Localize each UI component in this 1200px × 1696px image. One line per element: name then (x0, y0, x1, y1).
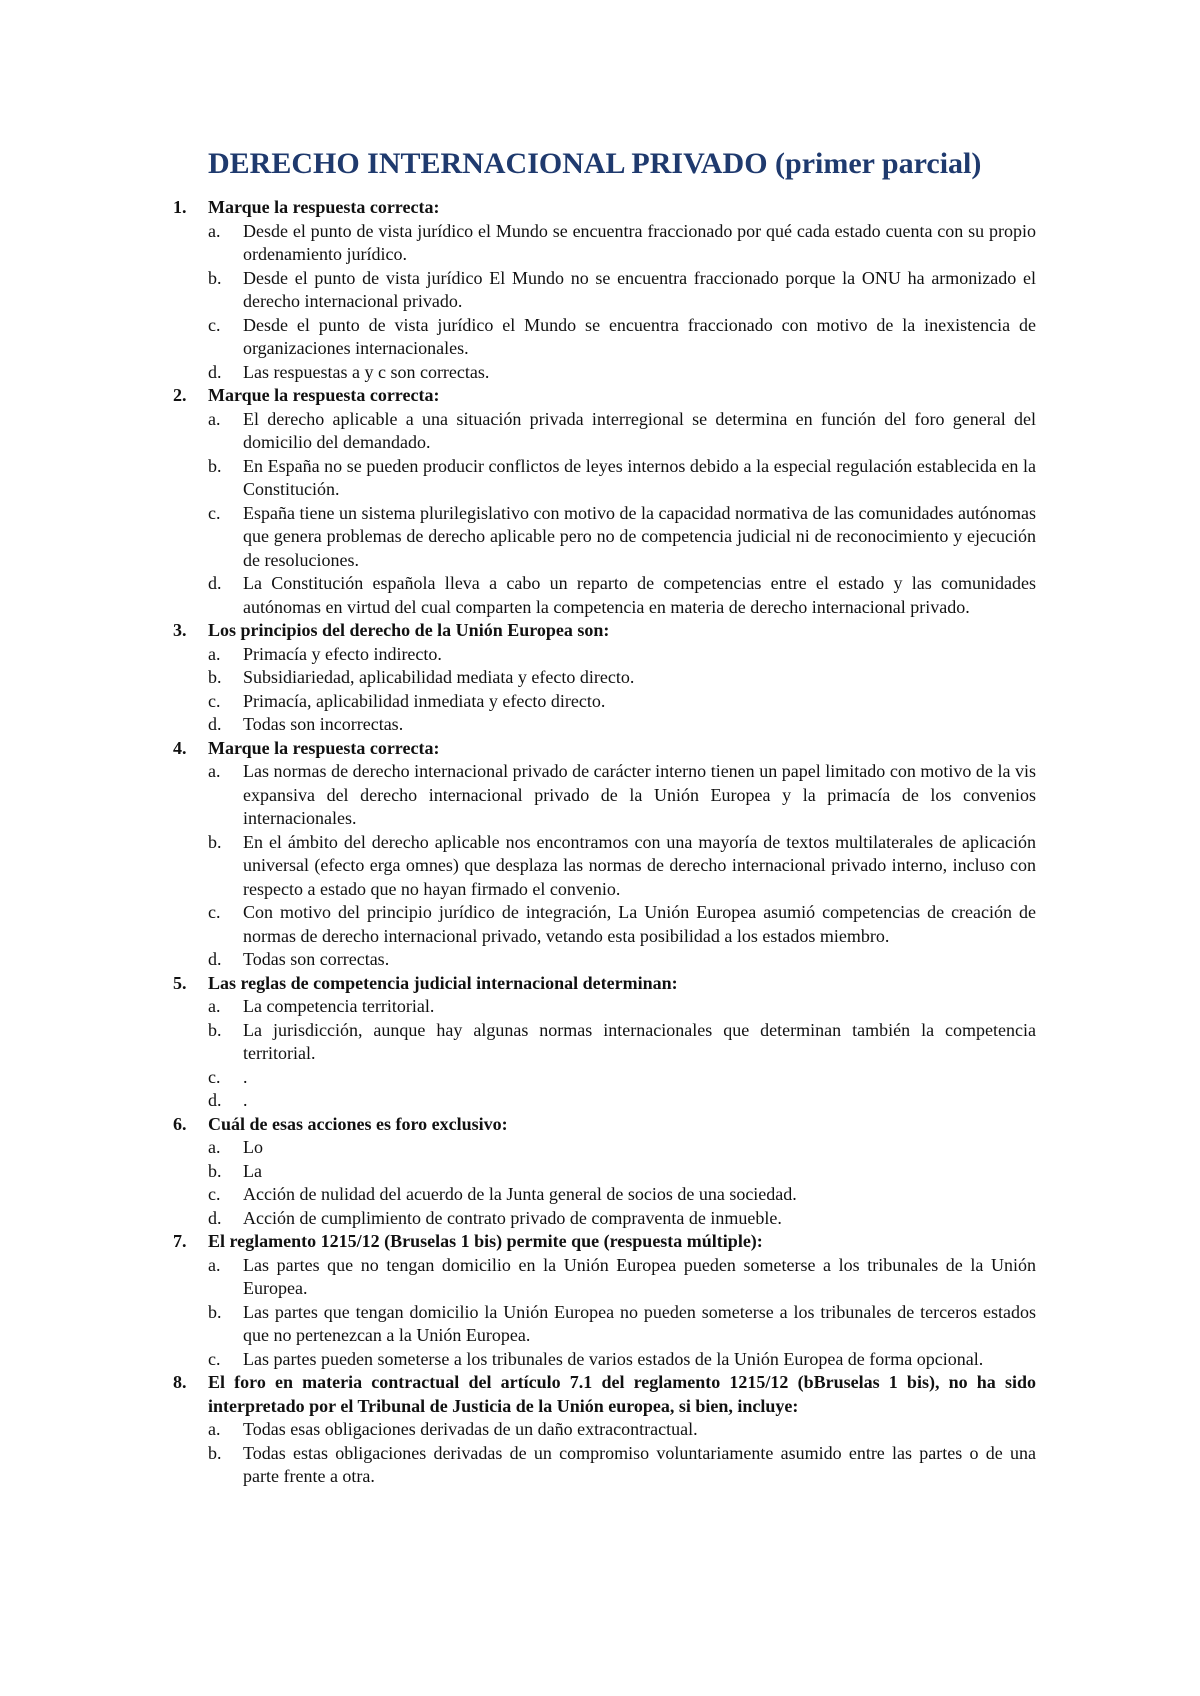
question-text: Cuál de esas acciones es foro exclusivo: (208, 1113, 508, 1134)
option-letter: b. (208, 1442, 222, 1463)
option-text: Todas son correctas. (243, 949, 390, 969)
answer-option (208, 502, 1036, 573)
question-item (173, 1371, 1036, 1489)
option-letter: c. (208, 690, 221, 711)
option-text: En el ámbito del derecho aplicable nos encontramos con una mayoría de textos multilaterales de aplicación universal (efecto erga omnes) que desplaza las normas de derecho internacional privado interno, incluso con respecto a estado que no hayan firmado el convenio. (243, 831, 1036, 899)
option-list (208, 1254, 1036, 1372)
option-letter: c. (208, 1348, 221, 1369)
question-item (173, 1230, 1036, 1371)
answer-option (208, 643, 1036, 667)
option-list (208, 995, 1036, 1113)
option-list (208, 1418, 1036, 1489)
answer-option (208, 1019, 1036, 1066)
option-text: Primacía y efecto indirecto. (243, 643, 442, 664)
answer-option (208, 1066, 1036, 1090)
answer-option (208, 1301, 1036, 1348)
option-text: Con motivo del principio jurídico de integración, La Unión Europea asumió competencias de creación de normas de derecho internacional privado, vetando esta posibilidad a los estados miembro. (243, 902, 1036, 946)
answer-option (208, 760, 1036, 831)
answer-option (208, 1183, 1036, 1207)
question-text: Los principios del derecho de la Unión Europea son: (208, 620, 610, 640)
option-text: Acción de cumplimiento de contrato privado de compraventa de inmueble. (243, 1207, 782, 1228)
option-letter: d. (208, 573, 222, 593)
answer-option (208, 1089, 1036, 1113)
option-text: Las partes que tengan domicilio la Unión Europea no pueden someterse a los tribunales de terceros estados que no pertenezcan a la Unión Europea. (243, 1301, 1036, 1345)
answer-option (208, 314, 1036, 361)
option-list (208, 408, 1036, 620)
option-list (208, 760, 1036, 972)
option-letter: b. (208, 455, 222, 476)
answer-option (208, 901, 1036, 948)
option-letter: d. (208, 714, 222, 734)
option-letter: a. (208, 220, 221, 241)
question-number: 7. (173, 1231, 187, 1251)
option-text: Desde el punto de vista jurídico El Mundo no se encuentra fraccionado porque la ONU ha armonizado el derecho internacional privado. (243, 267, 1036, 311)
option-list (208, 643, 1036, 737)
answer-option (208, 408, 1036, 455)
answer-option (208, 220, 1036, 267)
answer-option (208, 1254, 1036, 1301)
option-letter: b. (208, 1160, 222, 1181)
option-text: Todas son incorrectas. (243, 714, 404, 734)
option-list (208, 1136, 1036, 1230)
option-text: Lo (243, 1137, 263, 1157)
option-letter: b. (208, 1301, 222, 1322)
option-text: La (243, 1160, 262, 1181)
option-list (208, 220, 1036, 385)
option-text: Acción de nulidad del acuerdo de la Junta general de socios de una sociedad. (243, 1184, 797, 1204)
question-text: Marque la respuesta correcta: (208, 737, 440, 758)
option-text: Primacía, aplicabilidad inmediata y efecto directo. (243, 690, 606, 711)
answer-option (208, 948, 1036, 972)
answer-option (208, 690, 1036, 714)
option-letter: c. (208, 902, 221, 922)
option-text: España tiene un sistema plurilegislativo con motivo de la capacidad normativa de las comunidades autónomas que genera problemas de derecho aplicable pero no de competencia judicial ni de reconocimiento y ejecución de resoluciones. (243, 502, 1036, 570)
question-number: 4. (173, 737, 187, 758)
option-text: El derecho aplicable a una situación privada interregional se determina en función del foro general del domicilio del demandado. (243, 408, 1036, 452)
answer-option (208, 361, 1036, 385)
answer-option (208, 455, 1036, 502)
question-item (173, 196, 1036, 384)
option-text: La Constitución española lleva a cabo un reparto de competencias entre el estado y las comunidades autónomas en virtud del cual comparten la competencia en materia de derecho internacional privado. (243, 573, 1036, 617)
answer-option (208, 1207, 1036, 1231)
option-text: . (243, 1090, 248, 1110)
option-text: Las partes pueden someterse a los tribunales de varios estados de la Unión Europea de forma opcional. (243, 1348, 984, 1369)
question-number: 6. (173, 1113, 187, 1134)
option-letter: a. (208, 1254, 221, 1275)
answer-option (208, 666, 1036, 690)
option-text: La competencia territorial. (243, 996, 435, 1016)
question-item (173, 1113, 1036, 1231)
option-letter: d. (208, 949, 222, 969)
answer-option (208, 1136, 1036, 1160)
option-letter: d. (208, 1207, 222, 1228)
question-item (173, 384, 1036, 619)
option-text: Subsidiariedad, aplicabilidad mediata y efecto directo. (243, 667, 635, 687)
option-letter: c. (208, 314, 221, 335)
question-item (173, 972, 1036, 1113)
option-letter: a. (208, 761, 221, 781)
option-text: Las normas de derecho internacional privado de carácter interno tienen un papel limitado con motivo de la vis expansiva del derecho internacional privado de la Unión Europea y la primacía de los convenios internacionales. (243, 761, 1036, 828)
option-text: Todas estas obligaciones derivadas de un compromiso voluntariamente asumido entre las partes o de una parte frente a otra. (243, 1442, 1036, 1486)
option-text: . (243, 1066, 248, 1087)
option-letter: b. (208, 267, 222, 288)
option-letter: b. (208, 1019, 222, 1040)
question-number: 1. (173, 197, 187, 217)
option-letter: c. (208, 502, 221, 523)
option-text: En España no se pueden producir conflictos de leyes internos debido a la especial regulación establecida en la Constitución. (243, 455, 1036, 499)
answer-option (208, 1348, 1036, 1372)
option-letter: b. (208, 667, 222, 687)
answer-option (208, 713, 1036, 737)
question-number: 2. (173, 385, 187, 405)
option-letter: b. (208, 831, 222, 852)
option-text: Desde el punto de vista jurídico el Mundo se encuentra fraccionado con motivo de la inexistencia de organizaciones internacionales. (243, 314, 1036, 358)
answer-option (208, 1160, 1036, 1184)
question-item (173, 619, 1036, 737)
option-letter: d. (208, 1090, 222, 1110)
option-text: Las partes que no tengan domicilio en la Unión Europea pueden someterse a los tribunales de la Unión Europea. (243, 1254, 1036, 1298)
option-letter: c. (208, 1066, 221, 1087)
question-text: Marque la respuesta correcta: (208, 197, 440, 217)
option-letter: c. (208, 1184, 221, 1204)
question-number: 8. (173, 1372, 187, 1392)
answer-option (208, 995, 1036, 1019)
answer-option (208, 267, 1036, 314)
question-number: 3. (173, 620, 187, 640)
option-letter: a. (208, 643, 221, 664)
option-letter: a. (208, 408, 221, 429)
option-text: La jurisdicción, aunque hay algunas normas internacionales que determinan también la competencia territorial. (243, 1019, 1036, 1063)
document-title: DERECHO INTERNACIONAL PRIVADO (primer parcial) (208, 147, 982, 180)
question-text: El reglamento 1215/12 (Bruselas 1 bis) permite que (respuesta múltiple): (208, 1231, 763, 1251)
answer-option (208, 831, 1036, 902)
question-list (173, 196, 1036, 1489)
document-content (173, 146, 1036, 1489)
option-letter: d. (208, 361, 222, 382)
option-letter: a. (208, 1419, 221, 1439)
answer-option (208, 1442, 1036, 1489)
option-text: Todas esas obligaciones derivadas de un daño extracontractual. (243, 1419, 698, 1439)
option-text: Desde el punto de vista jurídico el Mundo se encuentra fraccionado por qué cada estado cuenta con su propio ordenamiento jurídico. (243, 220, 1036, 264)
question-number: 5. (173, 972, 187, 993)
option-letter: a. (208, 996, 221, 1016)
question-text: El foro en materia contractual del artículo 7.1 del reglamento 1215/12 (bBruselas 1 bis), no ha sido interpretado por el Tribunal de Justicia de la Unión europea, si bien, incluye: (208, 1372, 1036, 1416)
answer-option (208, 1418, 1036, 1442)
question-text: Las reglas de competencia judicial internacional determinan: (208, 972, 678, 993)
option-letter: a. (208, 1137, 221, 1157)
question-item (173, 737, 1036, 972)
answer-option (208, 572, 1036, 619)
option-text: Las respuestas a y c son correctas. (243, 361, 490, 382)
question-text: Marque la respuesta correcta: (208, 385, 440, 405)
